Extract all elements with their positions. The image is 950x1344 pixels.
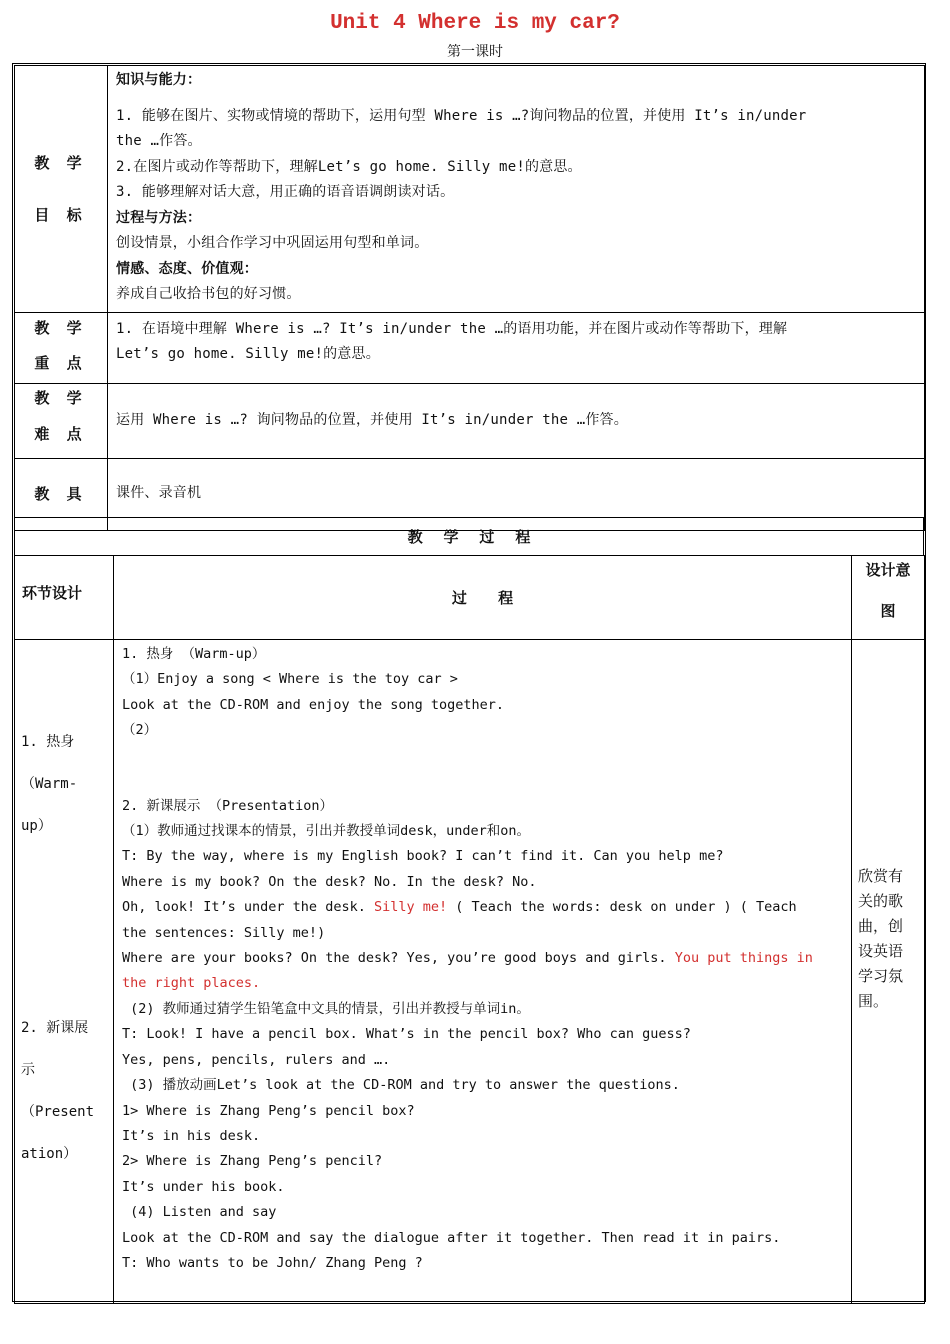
objectives-label: 教 学 目 标 xyxy=(15,66,108,313)
col-process-header: 过 程 xyxy=(114,556,852,640)
highlight-right-places: You put things in xyxy=(674,950,813,967)
lesson-info-table xyxy=(14,65,925,531)
intent-text: 欣赏有 关的歌 曲，创 设英语 学习氛 围。 xyxy=(858,867,904,1010)
difficulties-content: 运用 Where is …? 询问物品的位置，并使用 It’s in/under the …作答。 xyxy=(108,383,925,458)
objectives-item-4: 创设情景，小组合作学习中巩固运用句型和单词。 xyxy=(116,235,429,251)
tools-label: 教 具 xyxy=(15,458,108,530)
objectives-row xyxy=(15,66,925,313)
objectives-item-1: 1. 能够在图片、实物或情境的帮助下，运用句型 Where is …?询问物品的位置，并使用 It’s in/under xyxy=(116,107,807,124)
objectives-content xyxy=(108,66,925,313)
stage-presentation: 2. 新课展 示 （Present ation） xyxy=(21,1020,95,1162)
intent-cell xyxy=(852,640,925,1304)
highlight-silly-me: Silly me! xyxy=(373,899,448,916)
objectives-heading-method: 过程与方法： xyxy=(116,209,202,226)
stage-cell xyxy=(15,640,114,1304)
difficulties-label: 教 学 难 点 xyxy=(15,383,108,458)
stage-warmup: 1. 热身 （Warm- up） xyxy=(21,734,78,834)
process-content: 1. 热身 （Warm-up） （1）Enjoy a song < Where is the toy car > Look at the CD-ROM and enjoy the song together. （2） 2. 新课展示 （Presentation） （1）教师通过找课本的情景，引出并教授单词desk，under和on。 T: By the way, where is my English book? I can’t find it. Can you help me? Where is my book? On the desk? No. In the desk? No. Oh, look! It’s under the desk. Silly me! ( Teach the words: desk on under ) ( Teach the sentences: Silly me!) Where are your books? On the desk? Yes, you’re good boys and girls. You put things in the right places. (2) 教师通过猜学生铅笔盒中文具的情景，引出并教授与单词in。 T: Look! I have a pencil box. What’s in the pencil box? Who can guess? Yes, pens, pencils, rulers and …. (3) 播放动画Let’s look at the CD-ROM and try to answer the questions. 1> Where is Zhang Peng’s pencil box? It’s in his desk. 2> Where is Zhang Peng’s pencil? It’s under his book. (4) Listen and say Look at the CD-ROM and say the dialogue after it together. Then read it in pairs. T: Who wants to be John/ Zhang Peng ? xyxy=(114,640,852,1304)
key-points-label: 教 学 重 点 xyxy=(15,312,108,383)
key-points-row xyxy=(15,312,925,383)
process-section-title: 教 学 过 程 xyxy=(15,518,924,556)
document-subtitle: 第一课时 xyxy=(447,44,503,60)
col-intent-header: 设计意 图 xyxy=(852,556,925,640)
objectives-item-1-cont: the …作答。 xyxy=(116,133,202,149)
objectives-item-5: 养成自己收拾书包的好习惯。 xyxy=(116,286,301,302)
difficulties-row xyxy=(15,383,925,458)
highlight-right-places-cont: the right places. xyxy=(122,975,261,992)
objectives-heading-knowledge: 知识与能力： xyxy=(116,72,202,88)
process-body-row xyxy=(15,640,925,1304)
process-section-table xyxy=(14,517,924,556)
tools-content: 课件、录音机 xyxy=(108,458,925,530)
objectives-item-3: 3. 能够理解对话大意，用正确的语音语调朗读对话。 xyxy=(116,184,455,200)
document-title: Unit 4 Where is my car? xyxy=(330,12,620,35)
objectives-item-2: 2.在图片或动作等帮助下，理解Let’s go home. Silly me!的意思。 xyxy=(116,158,582,175)
process-header-row xyxy=(15,556,925,640)
key-points-content: 1. 在语境中理解 Where is …? It’s in/under the …的语用功能，并在图片或动作等帮助下，理解 Let’s go home. Silly me!的意思。 xyxy=(108,312,925,383)
col-stage-header: 环节设计 xyxy=(15,556,114,640)
objectives-heading-values: 情感、态度、价值观： xyxy=(116,260,258,277)
process-table xyxy=(14,555,925,1304)
